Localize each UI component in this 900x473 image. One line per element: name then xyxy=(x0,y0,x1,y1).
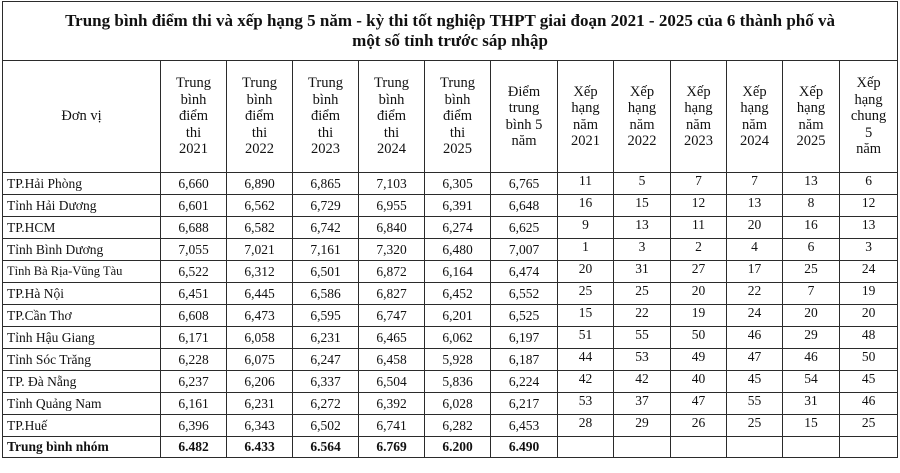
header-avg-2021 xyxy=(161,61,227,173)
rank-2023-cell: 2 xyxy=(671,239,727,261)
avg-2025-cell: 6,201 xyxy=(425,305,491,327)
rank-2025-cell: 15 xyxy=(783,415,840,437)
avg-2022-cell: 6,582 xyxy=(227,217,293,239)
table-title xyxy=(3,2,898,61)
avg-2021-cell: 6,688 xyxy=(161,217,227,239)
header-avg-2025 xyxy=(425,61,491,173)
header-line: Trung xyxy=(242,75,277,92)
avg-2021-cell: 6,171 xyxy=(161,327,227,349)
header-line: thi xyxy=(251,124,268,141)
total-row-label: Trung bình nhóm xyxy=(3,437,161,458)
header-line: Trung xyxy=(374,75,409,92)
table-row xyxy=(3,393,898,415)
rank-2023-cell: 12 xyxy=(671,195,727,217)
rank-2024-cell: 13 xyxy=(727,195,783,217)
avg-2024-cell: 7,103 xyxy=(359,173,425,195)
header-line: trung xyxy=(508,100,540,116)
avg-2024-cell: 6,392 xyxy=(359,393,425,415)
header-line: bình xyxy=(246,91,273,108)
rank-2025-cell: 29 xyxy=(783,327,840,349)
header-line: Xếp xyxy=(742,83,767,100)
avg-2021-cell: 7,055 xyxy=(161,239,227,261)
avg-5yr-cell: 6,453 xyxy=(491,415,558,437)
header-rank-2023 xyxy=(671,61,727,173)
avg-2021-cell: 6,237 xyxy=(161,371,227,393)
header-line: điểm xyxy=(245,108,274,125)
rank-overall-cell: 19 xyxy=(840,283,898,305)
rank-2021-cell: 15 xyxy=(558,305,614,327)
rank-2024-cell: 45 xyxy=(727,371,783,393)
header-line: bình xyxy=(312,91,339,108)
rank-2025-cell: 7 xyxy=(783,283,840,305)
avg-5yr-cell: 6,525 xyxy=(491,305,558,327)
rank-2025-cell: 20 xyxy=(783,305,840,327)
header-line: hạng xyxy=(627,100,657,116)
header-line: Xếp xyxy=(573,83,598,100)
header-avg-5yr xyxy=(491,61,558,173)
rank-overall-cell: 12 xyxy=(840,195,898,217)
header-line: Trung xyxy=(176,75,211,92)
header-line: điểm xyxy=(443,108,472,125)
unit-name-cell: Tỉnh Hậu Giang xyxy=(3,327,161,349)
rank-overall-cell: 25 xyxy=(840,415,898,437)
avg-2023-cell: 6,247 xyxy=(293,349,359,371)
rank-2023-cell: 40 xyxy=(671,371,727,393)
unit-name-cell: Tỉnh Quảng Nam xyxy=(3,393,161,415)
table-row xyxy=(3,371,898,393)
table-row xyxy=(3,305,898,327)
header-line: 2024 xyxy=(740,133,769,149)
rank-2023-cell: 50 xyxy=(671,327,727,349)
rank-2025-cell: 13 xyxy=(783,173,840,195)
rank-overall-cell: 50 xyxy=(840,349,898,371)
avg-2022-cell: 6,445 xyxy=(227,283,293,305)
header-line: năm xyxy=(798,116,824,133)
avg-2021-cell: 6,396 xyxy=(161,415,227,437)
total-avg-5yr: 6.490 xyxy=(491,437,558,458)
header-avg-2024 xyxy=(359,61,425,173)
rank-2024-cell: 24 xyxy=(727,305,783,327)
avg-2025-cell: 5,836 xyxy=(425,371,491,393)
header-rank-overall xyxy=(840,61,898,173)
header-avg-2022 xyxy=(227,61,293,173)
avg-2025-cell: 6,452 xyxy=(425,283,491,305)
rank-2021-cell: 51 xyxy=(558,327,614,349)
rank-2021-cell: 20 xyxy=(558,261,614,283)
unit-name-cell: TP.Hải Phòng xyxy=(3,173,161,195)
avg-2024-cell: 6,465 xyxy=(359,327,425,349)
table-row xyxy=(3,217,898,239)
table-row xyxy=(3,173,898,195)
avg-2024-cell: 6,504 xyxy=(359,371,425,393)
table-row xyxy=(3,283,898,305)
avg-2021-cell: 6,601 xyxy=(161,195,227,217)
rank-2021-cell: 9 xyxy=(558,217,614,239)
table-title-line-2: một số tỉnh trước sáp nhập xyxy=(352,31,548,50)
header-line: Xếp xyxy=(856,75,881,92)
total-avg-2025: 6.200 xyxy=(425,437,491,458)
header-line: thi xyxy=(185,124,202,141)
avg-5yr-cell: 6,187 xyxy=(491,349,558,371)
avg-2023-cell: 6,231 xyxy=(293,327,359,349)
avg-5yr-cell: 6,625 xyxy=(491,217,558,239)
rank-2023-cell: 11 xyxy=(671,217,727,239)
rank-2025-cell: 31 xyxy=(783,393,840,415)
avg-2021-cell: 6,522 xyxy=(161,261,227,283)
table-row xyxy=(3,349,898,371)
rank-overall-cell: 46 xyxy=(840,393,898,415)
header-line: thi xyxy=(449,124,466,141)
rank-2022-cell: 13 xyxy=(614,217,671,239)
header-line: bình xyxy=(444,91,471,108)
header-row xyxy=(3,61,898,173)
avg-2021-cell: 6,161 xyxy=(161,393,227,415)
rank-2025-cell: 16 xyxy=(783,217,840,239)
header-rank-2021 xyxy=(558,61,614,173)
header-line: năm xyxy=(686,116,711,133)
rank-2022-cell: 15 xyxy=(614,195,671,217)
avg-2021-cell: 6,660 xyxy=(161,173,227,195)
header-line: 2021 xyxy=(179,141,208,158)
avg-2023-cell: 7,161 xyxy=(293,239,359,261)
avg-2024-cell: 6,741 xyxy=(359,415,425,437)
unit-name-cell: TP.Cần Thơ xyxy=(3,305,161,327)
score-ranking-document xyxy=(2,1,897,458)
total-avg-2021: 6.482 xyxy=(161,437,227,458)
unit-name-cell: TP.Hà Nội xyxy=(3,283,161,305)
avg-2023-cell: 6,595 xyxy=(293,305,359,327)
table-row xyxy=(3,261,898,283)
avg-2023-cell: 6,502 xyxy=(293,415,359,437)
avg-2022-cell: 6,343 xyxy=(227,415,293,437)
rank-2024-cell: 55 xyxy=(727,393,783,415)
rank-2025-cell: 25 xyxy=(783,261,840,283)
avg-2025-cell: 6,305 xyxy=(425,173,491,195)
rank-overall-cell: 48 xyxy=(840,327,898,349)
header-line: hạng xyxy=(854,91,883,108)
avg-2025-cell: 6,480 xyxy=(425,239,491,261)
avg-2024-cell: 6,827 xyxy=(359,283,425,305)
avg-2024-cell: 6,747 xyxy=(359,305,425,327)
total-avg-2022: 6.433 xyxy=(227,437,293,458)
rank-2024-cell: 20 xyxy=(727,217,783,239)
rank-2022-cell: 5 xyxy=(614,173,671,195)
table-title-line-1: Trung bình điểm thi và xếp hạng 5 năm - kỳ thi tốt nghiệp THPT giai đoạn 2021 - 2025 của 6 thành phố và xyxy=(65,11,836,30)
avg-2022-cell: 6,206 xyxy=(227,371,293,393)
avg-2022-cell: 6,312 xyxy=(227,261,293,283)
rank-2021-cell: 53 xyxy=(558,393,614,415)
total-row xyxy=(3,437,898,458)
rank-overall-cell: 3 xyxy=(840,239,898,261)
header-line: 2022 xyxy=(245,141,274,158)
avg-5yr-cell: 6,552 xyxy=(491,283,558,305)
rank-2023-cell: 7 xyxy=(671,173,727,195)
avg-2025-cell: 6,274 xyxy=(425,217,491,239)
avg-5yr-cell: 6,224 xyxy=(491,371,558,393)
rank-2024-cell: 17 xyxy=(727,261,783,283)
avg-5yr-cell: 6,474 xyxy=(491,261,558,283)
rank-2022-cell: 3 xyxy=(614,239,671,261)
rank-2022-cell: 42 xyxy=(614,371,671,393)
header-line: chung xyxy=(850,108,887,125)
header-line: bình xyxy=(180,91,207,108)
rank-2022-cell: 37 xyxy=(614,393,671,415)
unit-name-cell: TP.Huế xyxy=(3,415,161,437)
avg-2022-cell: 6,231 xyxy=(227,393,293,415)
unit-name-cell: TP. Đà Nẵng xyxy=(3,371,161,393)
avg-2024-cell: 6,872 xyxy=(359,261,425,283)
rank-2021-cell: 28 xyxy=(558,415,614,437)
header-line: Xếp xyxy=(629,83,655,100)
avg-2025-cell: 6,164 xyxy=(425,261,491,283)
avg-2025-cell: 6,028 xyxy=(425,393,491,415)
avg-2022-cell: 6,058 xyxy=(227,327,293,349)
avg-2022-cell: 6,890 xyxy=(227,173,293,195)
table-row xyxy=(3,239,898,261)
avg-2025-cell: 6,391 xyxy=(425,195,491,217)
rank-2023-cell: 49 xyxy=(671,349,727,371)
table-row xyxy=(3,195,898,217)
avg-2025-cell: 6,062 xyxy=(425,327,491,349)
avg-2023-cell: 6,865 xyxy=(293,173,359,195)
rank-2025-cell: 8 xyxy=(783,195,840,217)
unit-name-cell: Tỉnh Hải Dương xyxy=(3,195,161,217)
header-unit: Đơn vị xyxy=(3,61,161,173)
header-line: 5 xyxy=(864,124,873,141)
header-line: điểm xyxy=(179,108,208,125)
rank-2023-cell: 19 xyxy=(671,305,727,327)
rank-2022-cell: 22 xyxy=(614,305,671,327)
unit-name-cell: TP.HCM xyxy=(3,217,161,239)
avg-2023-cell: 6,501 xyxy=(293,261,359,283)
header-rank-2025 xyxy=(783,61,840,173)
rank-overall-cell: 6 xyxy=(840,173,898,195)
header-line: hạng xyxy=(796,100,826,116)
rank-2021-cell: 25 xyxy=(558,283,614,305)
avg-5yr-cell: 6,765 xyxy=(491,173,558,195)
avg-2023-cell: 6,729 xyxy=(293,195,359,217)
table-row xyxy=(3,327,898,349)
avg-2022-cell: 6,473 xyxy=(227,305,293,327)
rank-2024-cell: 22 xyxy=(727,283,783,305)
rank-2025-cell: 46 xyxy=(783,349,840,371)
total-empty-cell xyxy=(727,437,783,458)
total-avg-2024: 6.769 xyxy=(359,437,425,458)
rank-2025-cell: 6 xyxy=(783,239,840,261)
header-line: Xếp xyxy=(686,83,711,100)
header-line: năm xyxy=(573,116,598,133)
avg-5yr-cell: 6,648 xyxy=(491,195,558,217)
header-line: năm xyxy=(856,141,882,158)
rank-overall-cell: 13 xyxy=(840,217,898,239)
rank-2023-cell: 26 xyxy=(671,415,727,437)
total-empty-cell xyxy=(840,437,898,458)
header-line: Xếp xyxy=(798,83,824,100)
rank-2024-cell: 7 xyxy=(727,173,783,195)
avg-2023-cell: 6,337 xyxy=(293,371,359,393)
header-line: hạng xyxy=(740,100,769,116)
avg-2024-cell: 6,458 xyxy=(359,349,425,371)
total-empty-cell xyxy=(614,437,671,458)
avg-5yr-cell: 6,197 xyxy=(491,327,558,349)
avg-2021-cell: 6,451 xyxy=(161,283,227,305)
rank-2023-cell: 27 xyxy=(671,261,727,283)
header-line: năm xyxy=(742,116,767,133)
header-line: thi xyxy=(383,124,400,141)
rank-2023-cell: 47 xyxy=(671,393,727,415)
table-body xyxy=(3,173,898,458)
rank-2021-cell: 16 xyxy=(558,195,614,217)
header-line: điểm xyxy=(377,108,406,125)
table-row xyxy=(3,415,898,437)
header-line: thi xyxy=(317,124,334,141)
header-line: bình 5 xyxy=(505,116,543,133)
header-line: bình xyxy=(378,91,405,108)
rank-2024-cell: 47 xyxy=(727,349,783,371)
header-line: năm xyxy=(629,116,655,133)
avg-2021-cell: 6,228 xyxy=(161,349,227,371)
avg-2021-cell: 6,608 xyxy=(161,305,227,327)
rank-2022-cell: 53 xyxy=(614,349,671,371)
avg-2024-cell: 6,840 xyxy=(359,217,425,239)
rank-2024-cell: 25 xyxy=(727,415,783,437)
unit-name-cell: Tỉnh Sóc Trăng xyxy=(3,349,161,371)
rank-2021-cell: 42 xyxy=(558,371,614,393)
avg-2024-cell: 7,320 xyxy=(359,239,425,261)
header-rank-2022 xyxy=(614,61,671,173)
rank-2022-cell: 55 xyxy=(614,327,671,349)
header-line: 2025 xyxy=(796,133,826,149)
rank-overall-cell: 24 xyxy=(840,261,898,283)
header-line: Điểm xyxy=(507,83,541,100)
header-line: 2025 xyxy=(443,141,472,158)
rank-2022-cell: 25 xyxy=(614,283,671,305)
rank-2021-cell: 44 xyxy=(558,349,614,371)
unit-name-cell: Tỉnh Bà Rịa-Vũng Tàu xyxy=(3,261,161,283)
avg-2024-cell: 6,955 xyxy=(359,195,425,217)
avg-2025-cell: 5,928 xyxy=(425,349,491,371)
total-empty-cell xyxy=(671,437,727,458)
avg-2023-cell: 6,742 xyxy=(293,217,359,239)
header-line: năm xyxy=(511,133,537,149)
avg-2023-cell: 6,586 xyxy=(293,283,359,305)
header-line: hạng xyxy=(684,100,713,116)
rank-2023-cell: 20 xyxy=(671,283,727,305)
rank-2021-cell: 11 xyxy=(558,173,614,195)
avg-2023-cell: 6,272 xyxy=(293,393,359,415)
avg-2022-cell: 6,562 xyxy=(227,195,293,217)
rank-2025-cell: 54 xyxy=(783,371,840,393)
total-empty-cell xyxy=(783,437,840,458)
rank-2024-cell: 46 xyxy=(727,327,783,349)
header-line: 2024 xyxy=(377,141,406,158)
avg-5yr-cell: 6,217 xyxy=(491,393,558,415)
rank-overall-cell: 20 xyxy=(840,305,898,327)
rank-2022-cell: 31 xyxy=(614,261,671,283)
avg-2025-cell: 6,282 xyxy=(425,415,491,437)
avg-2022-cell: 7,021 xyxy=(227,239,293,261)
header-rank-2024 xyxy=(727,61,783,173)
header-avg-2023 xyxy=(293,61,359,173)
header-line: 2023 xyxy=(684,133,713,149)
header-line: hạng xyxy=(571,100,600,116)
header-line: Trung xyxy=(308,75,343,92)
header-line: 2022 xyxy=(627,133,657,149)
unit-name-cell: Tỉnh Bình Dương xyxy=(3,239,161,261)
rank-2024-cell: 4 xyxy=(727,239,783,261)
rank-overall-cell: 45 xyxy=(840,371,898,393)
rank-2021-cell: 1 xyxy=(558,239,614,261)
avg-2022-cell: 6,075 xyxy=(227,349,293,371)
header-line: điểm xyxy=(311,108,340,125)
header-line: Trung xyxy=(440,75,475,92)
total-avg-2023: 6.564 xyxy=(293,437,359,458)
avg-5yr-cell: 7,007 xyxy=(491,239,558,261)
score-ranking-table xyxy=(2,1,898,458)
rank-2022-cell: 29 xyxy=(614,415,671,437)
header-line: 2023 xyxy=(311,141,340,158)
total-empty-cell xyxy=(558,437,614,458)
header-line: 2021 xyxy=(571,133,600,149)
